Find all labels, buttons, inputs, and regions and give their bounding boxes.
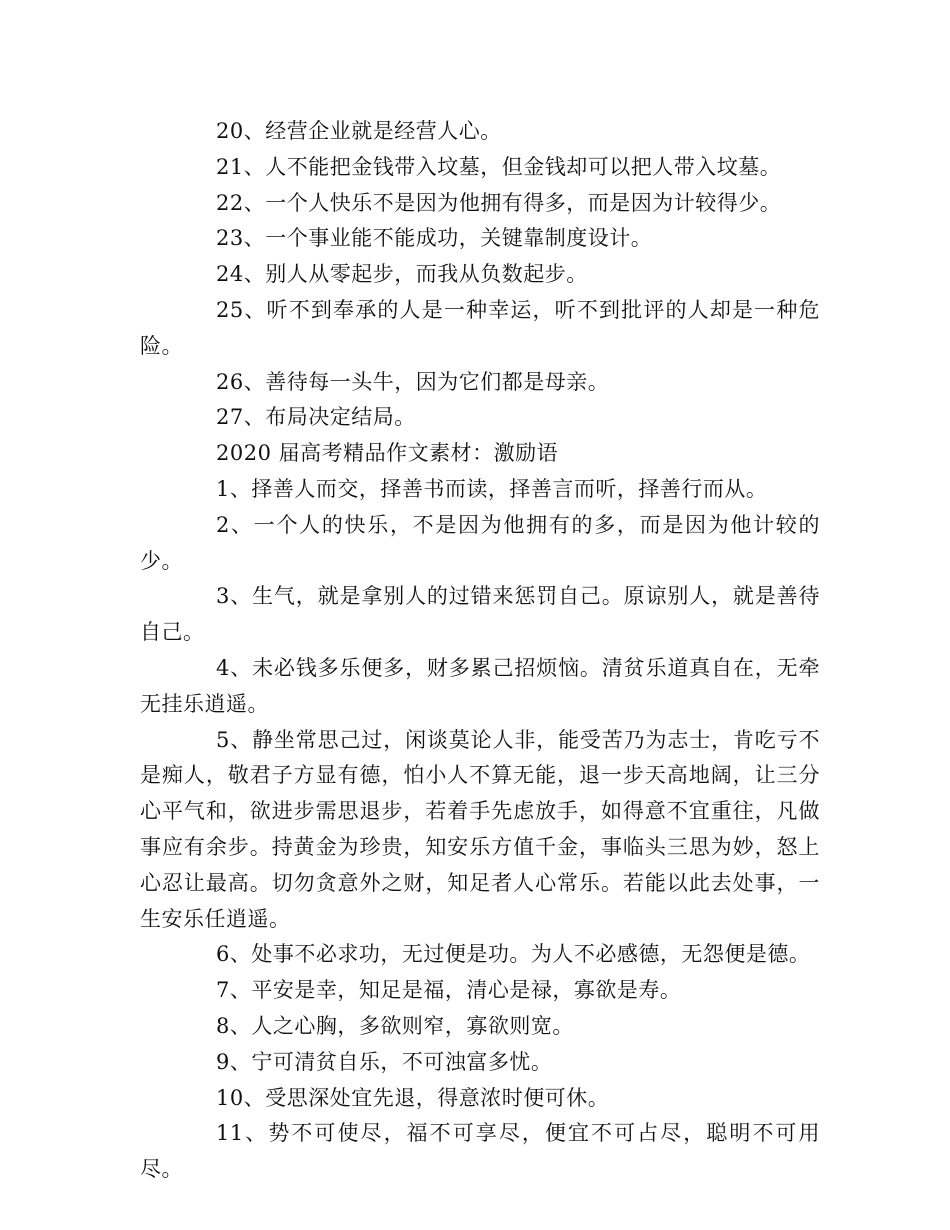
paragraph-27: 27、布局决定结局。: [216, 405, 416, 430]
section-heading: 2020 届高考精品作文素材：激励语: [216, 441, 559, 466]
document-body: [140, 114, 820, 1188]
paragraph-25: 25、听不到奉承的人是一种幸运，听不到批评的人却是一种危险。: [140, 297, 820, 358]
paragraph-10: 10、受思深处宜先退，得意浓时便可休。: [216, 1085, 610, 1110]
paragraph-1: 1、择善人而交，择善书而读，择善言而听，择善行而从。: [216, 476, 768, 501]
paragraph-9: 9、宁可清贫自乐，不可浊富多忧。: [216, 1049, 553, 1074]
paragraph-11: 11、势不可使尽，福不可享尽，便宜不可占尽，聪明不可用尽。: [140, 1121, 820, 1182]
paragraph-26: 26、善待每一头牛，因为它们都是母亲。: [216, 369, 610, 394]
paragraph-24: 24、别人从零起步，而我从负数起步。: [216, 262, 588, 287]
paragraph-7: 7、平安是幸，知足是福，清心是禄，寡欲是寿。: [216, 978, 682, 1003]
paragraph-2: 2、一个人的快乐，不是因为他拥有的多，而是因为他计较的少。: [140, 512, 820, 573]
paragraph-4: 4、未必钱多乐便多，财多累己招烦恼。清贫乐道真自在，无牵无挂乐逍遥。: [140, 655, 820, 716]
paragraph-21: 21、人不能把金钱带入坟墓，但金钱却可以把人带入坟墓。: [216, 154, 782, 179]
paragraph-22: 22、一个人快乐不是因为他拥有得多，而是因为计较得少。: [216, 190, 782, 215]
paragraph-8: 8、人之心胸，多欲则窄，寡欲则宽。: [216, 1013, 574, 1038]
paragraph-20: 20、经营企业就是经营人心。: [216, 119, 502, 143]
paragraph-3: 3、生气，就是拿别人的过错来惩罚自己。原谅别人，就是善待自己。: [140, 584, 820, 645]
paragraph-5: 5、静坐常思己过，闲谈莫论人非，能受苦乃为志士，肯吃亏不是痴人，敬君子方显有德，怕小人不算无能，退一步天高地阔，让三分心平气和，欲进步需思退步，若着手先虑放手，如得意不宜重往，凡做事应有余步。持黄金为珍贵，知安乐方值千金，事临头三思为妙，怒上心忍让最高。切勿贪意外之财，知足者人心常乐。若能以此去处事，一生安乐任逍遥。: [140, 727, 820, 931]
paragraph-6: 6、处事不必求功，无过便是功。为人不必感德，无怨便是德。: [216, 942, 811, 967]
paragraph-23: 23、一个事业能不能成功，关键靠制度设计。: [216, 226, 653, 251]
